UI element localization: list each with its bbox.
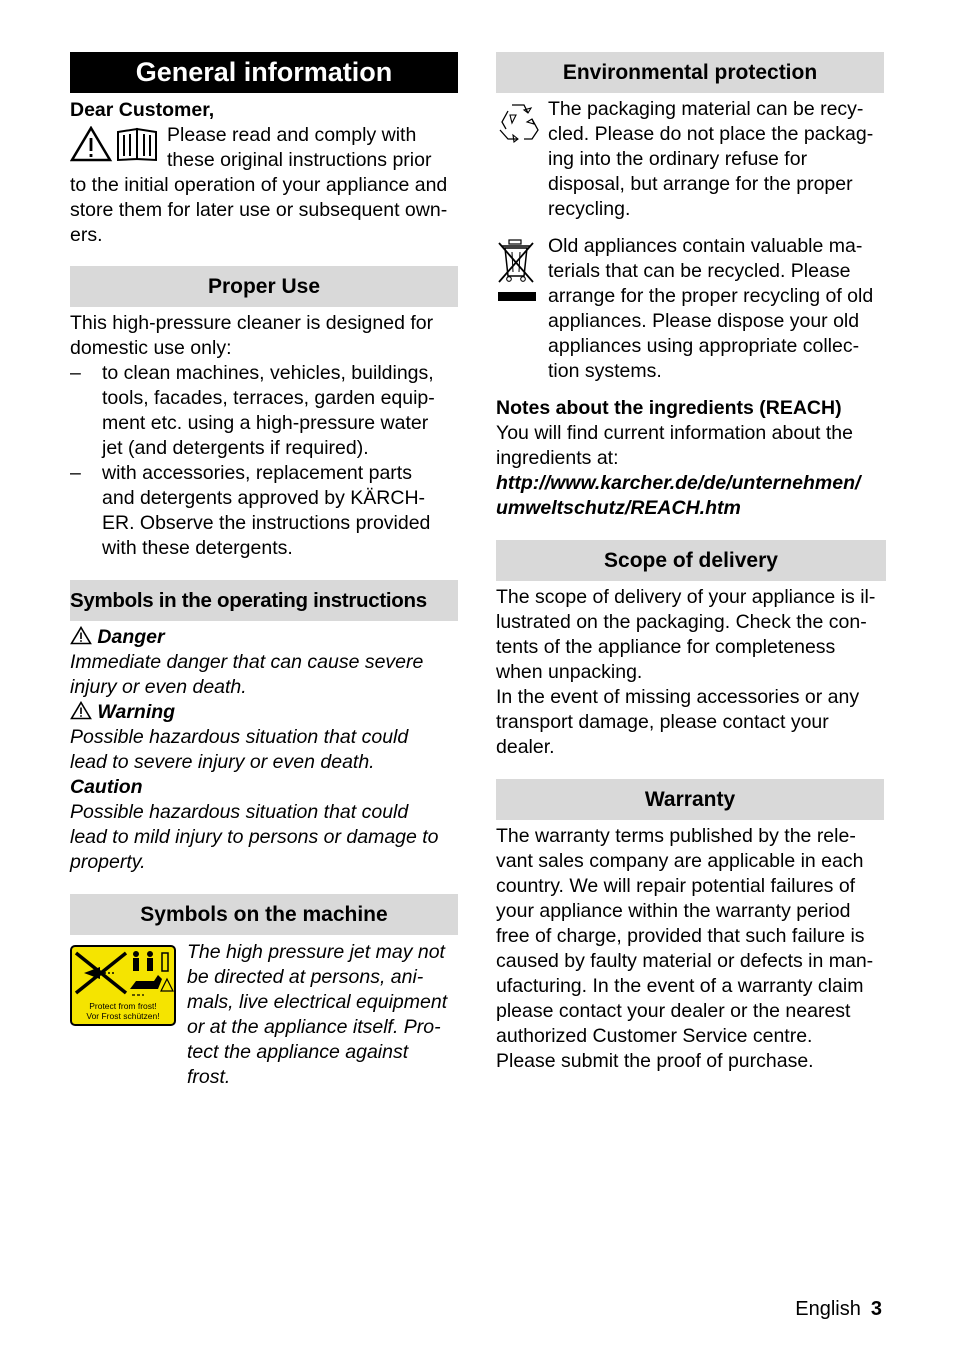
list-line: and detergents approved by KÄRCH- (102, 487, 426, 509)
intro-lead (167, 123, 431, 173)
reach-link-row (496, 471, 884, 496)
intro-line: ers. (70, 224, 103, 246)
label-text: Vor Frost schützen! (86, 1011, 160, 1021)
env-text: Old appliances contain valuable ma- (548, 235, 863, 257)
machine-symbol-block (70, 940, 458, 1090)
machine-text: frost. (187, 1066, 231, 1088)
env-text: disposal, but arrange for the proper (548, 173, 853, 195)
list-line: ment etc. using a high-pressure water (102, 412, 429, 434)
list-line: with these detergents. (102, 537, 293, 559)
warranty-line: free of charge, provided that such failure is (496, 925, 865, 947)
warranty-text (496, 824, 884, 1074)
env-text: arrange for the proper recycling of old (548, 285, 874, 307)
intro-line: Please read and comply with (167, 124, 417, 146)
list-item (70, 461, 458, 561)
warranty-line: country. We will repair potential failures of (496, 875, 856, 897)
old-appliances-block (496, 234, 884, 384)
machine-symbol-text (187, 940, 447, 1090)
proper-use-heading: Proper Use (70, 266, 458, 307)
env-text: ing into the ordinary refuse for (548, 148, 808, 170)
warranty-line: please contact your dealer or the nearest (496, 1000, 851, 1022)
caution-label: Caution (70, 776, 143, 798)
warning-triangle-icon (70, 126, 160, 162)
right-column (496, 52, 884, 1074)
packaging-text (548, 97, 873, 222)
warranty-heading: Warranty (496, 779, 884, 820)
env-text: tion systems. (548, 360, 662, 382)
list-line: to clean machines, vehicles, buildings, (102, 362, 434, 384)
recycle-icon-wrap (496, 97, 548, 148)
greeting: Dear Customer, (70, 99, 215, 121)
env-text: appliances using appropriate collec- (548, 335, 860, 357)
env-text: The packaging material can be recy- (548, 98, 864, 120)
machine-text: mals, live electrical equipment (187, 991, 448, 1013)
intro-line: these original instructions prior (167, 149, 432, 171)
warning-text: lead to severe injury or even death. (70, 751, 375, 773)
caution-text: property. (70, 851, 146, 873)
dash-bullet: – (70, 362, 81, 384)
warning-triangle-icon (70, 701, 92, 720)
symbols-machine-heading: Symbols on the machine (70, 894, 458, 935)
warranty-line: ufacturing. In the event of a warranty claim (496, 975, 864, 997)
danger-label-row (70, 625, 458, 650)
env-text: terials that can be recycled. Please (548, 260, 851, 282)
reach-link[interactable]: http://www.karcher.de/de/unternehmen/ (496, 472, 861, 494)
intro-block (70, 123, 458, 173)
warning-triangle-icon (70, 626, 92, 645)
warning-text: Possible hazardous situation that could (70, 726, 409, 748)
warranty-line: authorized Customer Service centre. (496, 1025, 813, 1047)
reach-heading: Notes about the ingredients (REACH) (496, 397, 842, 419)
list-item (70, 361, 458, 461)
warranty-line: your appliance within the warranty period (496, 900, 851, 922)
scope-line: dealer. (496, 736, 555, 758)
list-line: jet (and detergents if required). (102, 437, 369, 459)
scope-line: transport damage, please contact your (496, 711, 829, 733)
symbols-instructions-heading: Symbols in the operating instructions (70, 580, 458, 621)
scope-line: when unpacking. (496, 661, 643, 683)
danger-text: injury or even death. (70, 676, 247, 698)
scope-line: lustrated on the packaging. Check the con- (496, 611, 867, 633)
caution-text: lead to mild injury to persons or damage to (70, 826, 439, 848)
manual-book-icon (118, 129, 156, 160)
packaging-block (496, 97, 884, 222)
scope-text (496, 585, 884, 760)
reach-text: ingredients at: (496, 447, 619, 469)
page-title: General information (70, 52, 458, 93)
machine-text: The high pressure jet may not (187, 941, 445, 963)
environmental-heading: Environmental protection (496, 52, 884, 93)
danger-label: Danger (97, 626, 165, 648)
warning-label-row (70, 700, 458, 725)
dash-bullet: – (70, 462, 81, 484)
scope-heading: Scope of delivery (496, 540, 886, 581)
crossed-bin-icon (496, 238, 538, 304)
intro-icons (70, 123, 167, 167)
warranty-line: Please submit the proof of purchase. (496, 1050, 814, 1072)
machine-safety-label-icon (70, 945, 176, 1026)
reach-link[interactable]: umweltschutz/REACH.htm (496, 497, 741, 519)
warranty-line: The warranty terms published by the rele- (496, 825, 856, 847)
intro-line: store them for later use or subsequent own- (70, 199, 448, 221)
machine-text: tect the appliance against (187, 1041, 409, 1063)
bin-icon-wrap (496, 234, 548, 309)
env-text: appliances. Please dispose your old (548, 310, 860, 332)
scope-line: The scope of delivery of your appliance is il- (496, 586, 876, 608)
footer-language: English (795, 1298, 861, 1320)
page-number: 3 (870, 1298, 882, 1320)
label-text: Protect from frost! (89, 1001, 157, 1011)
list-line: tools, facades, terraces, garden equip- (102, 387, 435, 409)
list-line: ER. Observe the instructions provided (102, 512, 431, 534)
danger-text: Immediate danger that can cause severe (70, 651, 424, 673)
list-line: with accessories, replacement parts (102, 462, 412, 484)
env-text: cled. Please do not place the packag- (548, 123, 874, 145)
old-appliances-text (548, 234, 873, 384)
env-text: recycling. (548, 198, 631, 220)
left-column (70, 52, 458, 1090)
machine-text: be directed at persons, ani- (187, 966, 424, 988)
page-footer (795, 1298, 882, 1321)
proper-use-text: This high-pressure cleaner is designed for (70, 312, 434, 334)
reach-text: You will find current information about the (496, 422, 853, 444)
caution-text: Possible hazardous situation that could (70, 801, 409, 823)
scope-line: tents of the appliance for completeness (496, 636, 836, 658)
warranty-line: vant sales company are applicable in each (496, 850, 864, 872)
machine-label (70, 940, 187, 1031)
machine-text: or at the appliance itself. Pro- (187, 1016, 441, 1038)
warranty-line: caused by faulty material or defects in man- (496, 950, 874, 972)
warning-label: Warning (97, 701, 176, 723)
intro-line: to the initial operation of your appliance and (70, 174, 448, 196)
reach-link-row (496, 496, 884, 521)
proper-use-text: domestic use only: (70, 337, 232, 359)
scope-line: In the event of missing accessories or any (496, 686, 860, 708)
recycle-icon (496, 101, 540, 143)
proper-use-list (70, 361, 458, 561)
